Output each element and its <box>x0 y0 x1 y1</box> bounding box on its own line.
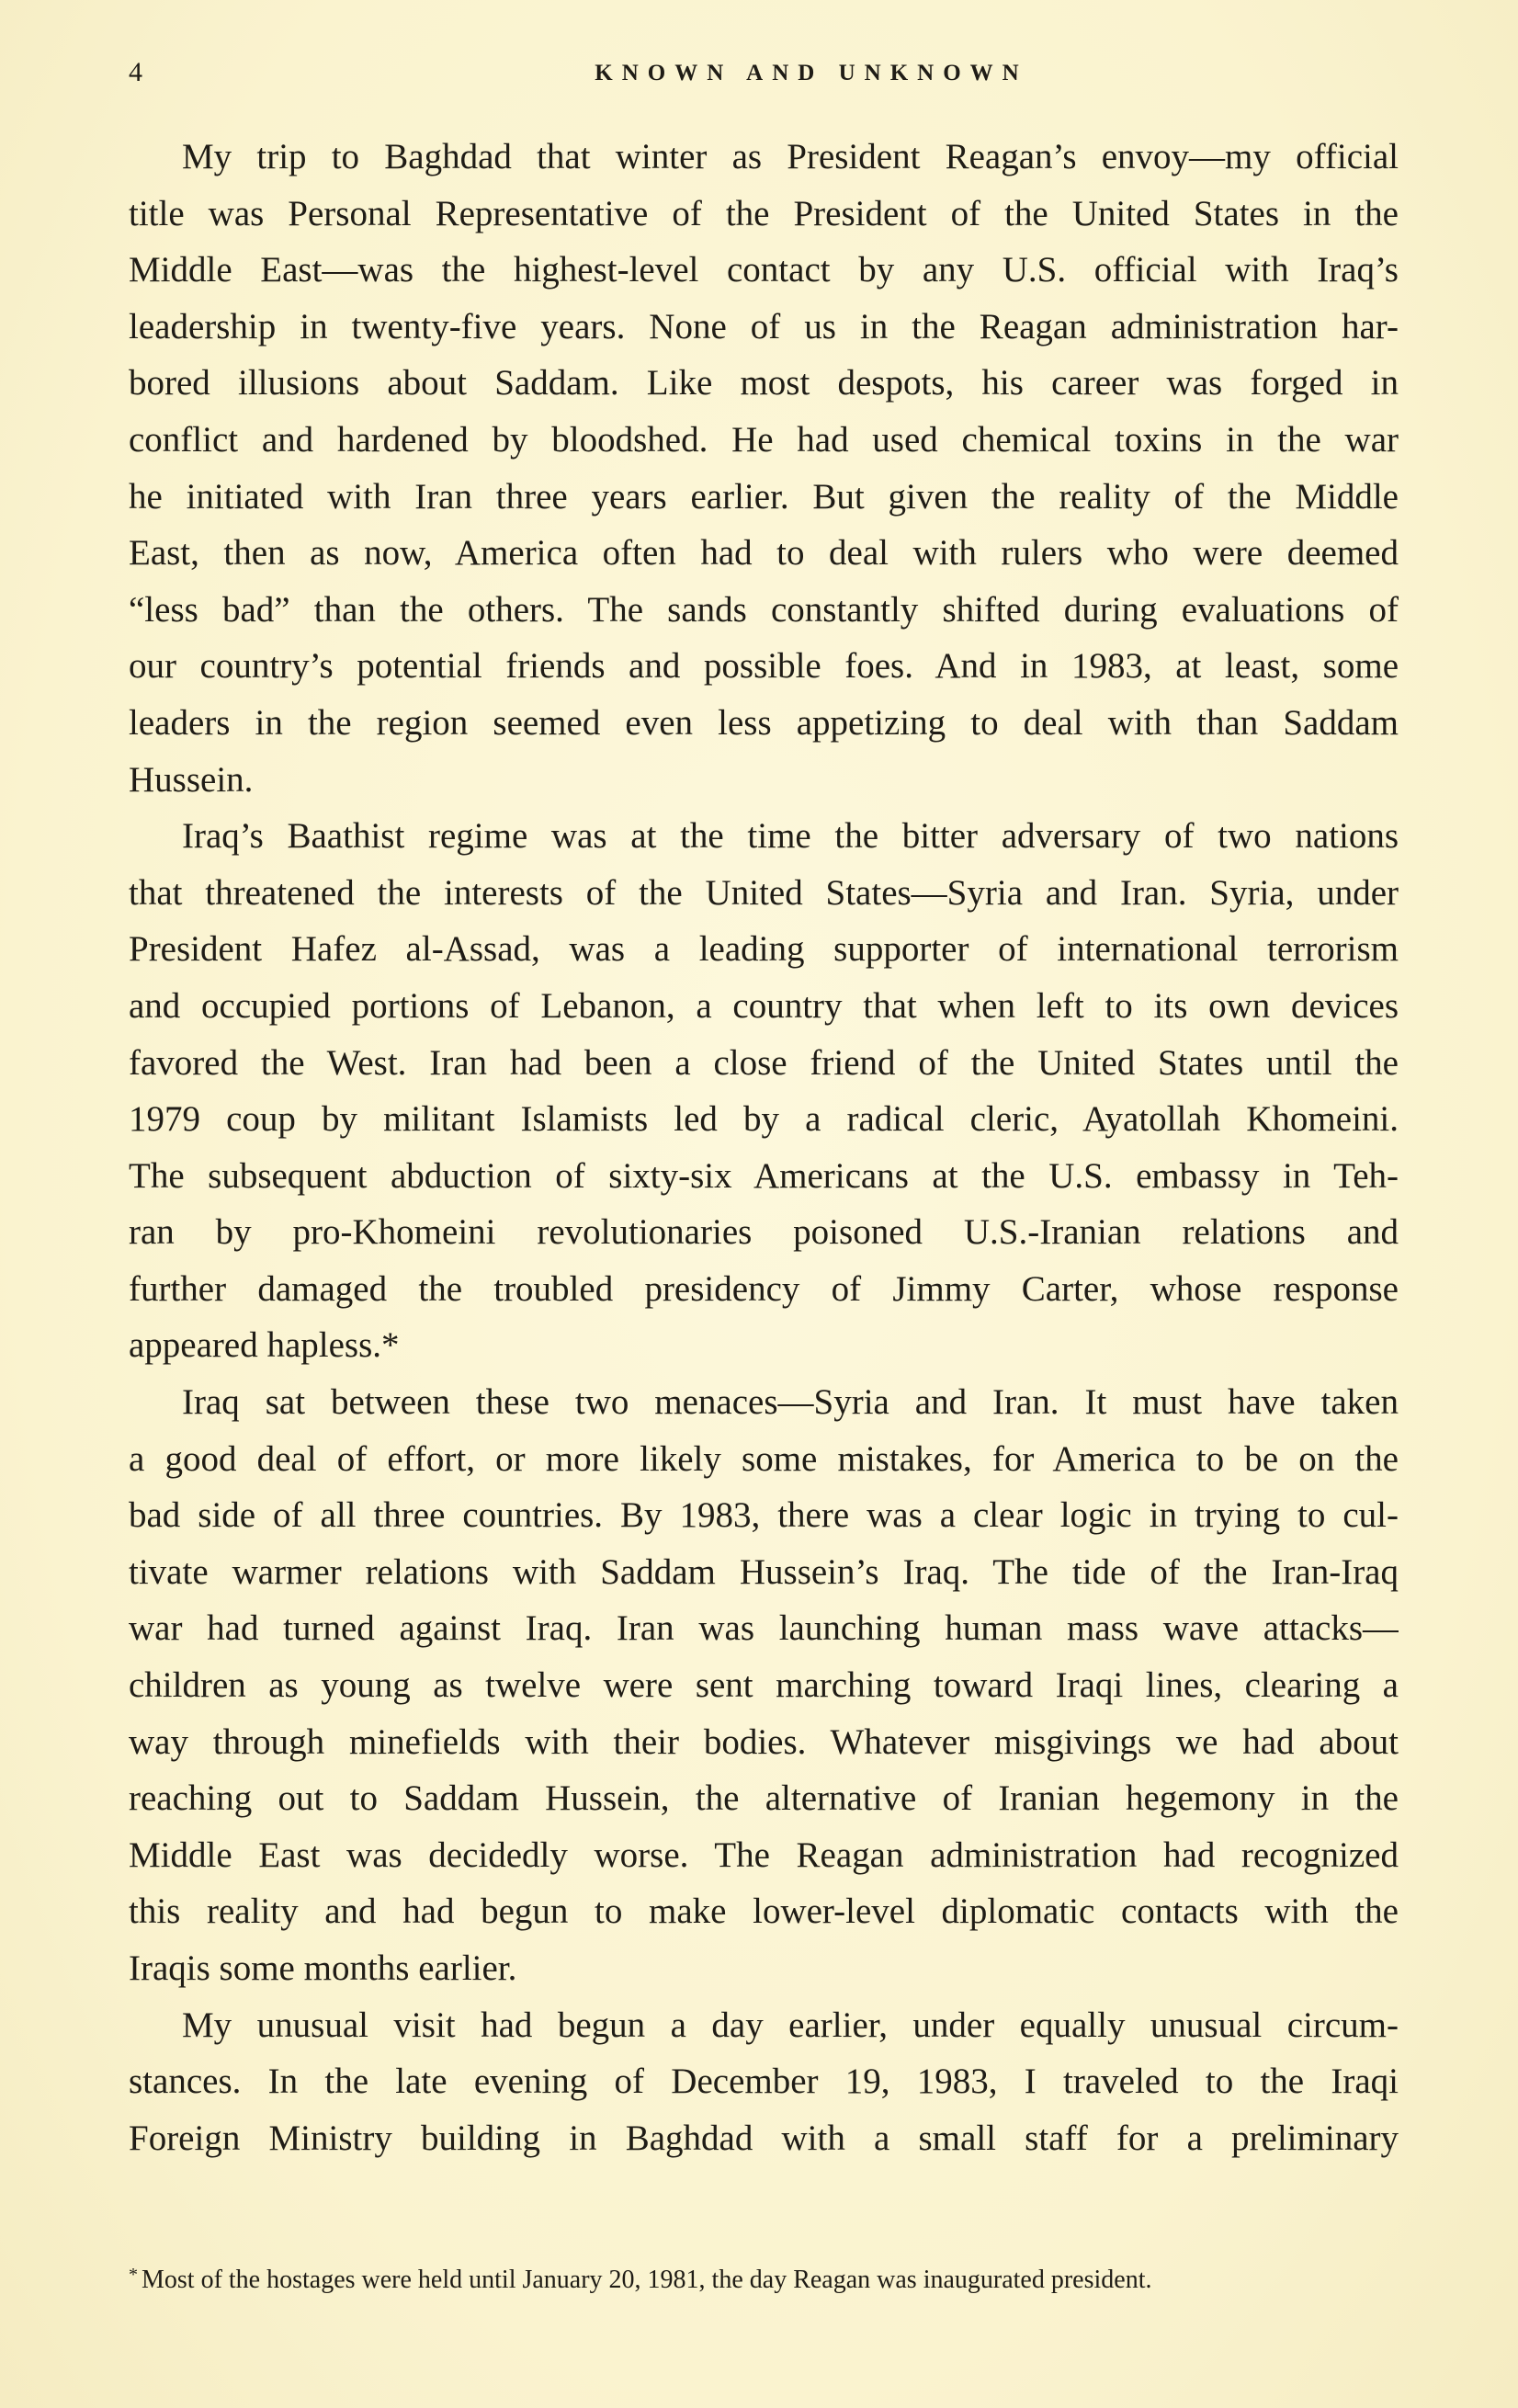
text-line: our country’s potential friends and possible foes. And in 1983, at least, some <box>129 646 1399 687</box>
text-line: Foreign Ministry building in Baghdad with a small staff for a preliminary <box>129 2118 1399 2158</box>
footnote-marker: * <box>129 2265 138 2285</box>
text-line: children as young as twelve were sent marching toward Iraqi lines, clearing a <box>129 1665 1399 1706</box>
text-line: East, then as now, America often had to deal with rulers who were deemed <box>129 533 1399 574</box>
text-line: further damaged the troubled presidency of Jimmy Carter, whose response <box>129 1268 1399 1309</box>
text-line: President Hafez al-Assad, was a leading supporter of international terrorism <box>129 929 1399 970</box>
text-line: My unusual visit had begun a day earlier, under equally unusual circum- <box>182 2005 1399 2045</box>
running-head: KNOWN AND UNKNOWN <box>595 61 1028 85</box>
text-line: “less bad” than the others. The sands constantly shifted during evaluations of <box>129 589 1399 630</box>
text-line: bad side of all three countries. By 1983, there was a clear logic in trying to cul- <box>129 1495 1399 1536</box>
text-line: stances. In the late evening of December 19, 1983, I traveled to the Iraqi <box>129 2062 1399 2102</box>
text-line: Iraqis some months earlier. <box>129 1948 517 1988</box>
text-line: appeared hapless.* <box>129 1325 400 1366</box>
text-line: way through minefields with their bodies. Whatever misgivings we had about <box>129 1721 1399 1762</box>
text-line: title was Personal Representative of the President of the United States in the <box>129 193 1399 233</box>
text-line: Hussein. <box>129 759 254 800</box>
text-line: that threatened the interests of the United States—Syria and Iran. Syria, under <box>129 872 1399 913</box>
footnote <box>129 2256 1399 2299</box>
text-line: war had turned against Iraq. Iran was launching human mass wave attacks— <box>129 1608 1399 1649</box>
text-line: bored illusions about Saddam. Like most despots, his career was forged in <box>129 363 1399 403</box>
text-line: a good deal of effort, or more likely some mistakes, for America to be on the <box>129 1438 1399 1479</box>
text-line: conflict and hardened by bloodshed. He had used chemical toxins in the war <box>129 419 1399 460</box>
text-line: leadership in twenty-five years. None of us in the Reagan administration har- <box>129 306 1399 346</box>
text-line: Middle East was decidedly worse. The Reagan administration had recognized <box>129 1834 1399 1875</box>
page-header <box>129 57 1406 94</box>
page-number: 4 <box>129 57 142 87</box>
text-line: and occupied portions of Lebanon, a country that when left to its own devices <box>129 985 1399 1026</box>
text-line: Middle East—was the highest-level contact by any U.S. official with Iraq’s <box>129 250 1399 290</box>
text-line: reaching out to Saddam Hussein, the alternative of Iranian hegemony in the <box>129 1778 1399 1819</box>
text-line: tivate warmer relations with Saddam Hussein’s Iraq. The tide of the Iran-Iraq <box>129 1551 1399 1592</box>
text-line: leaders in the region seemed even less appetizing to deal with than Saddam <box>129 702 1399 743</box>
text-line: he initiated with Iran three years earlier. But given the reality of the Middle <box>129 476 1399 517</box>
text-line: The subsequent abduction of sixty-six Americans at the U.S. embassy in Teh- <box>129 1155 1399 1196</box>
text-line: favored the West. Iran had been a close friend of the United States until the <box>129 1042 1399 1083</box>
footnote-text: Most of the hostages were held until January 20, 1981, the day Reagan was inaugurated president. <box>142 2266 1152 2294</box>
text-line: ran by pro-Khomeini revolutionaries poisoned U.S.-Iranian relations and <box>129 1212 1399 1253</box>
text-line: 1979 coup by militant Islamists led by a radical cleric, Ayatollah Khomeini. <box>129 1099 1399 1140</box>
text-line: this reality and had begun to make lower-level diplomatic contacts with the <box>129 1891 1399 1932</box>
text-line: Iraq’s Baathist regime was at the time the bitter adversary of two nations <box>182 816 1399 857</box>
text-line: Iraq sat between these two menaces—Syria and Iran. It must have taken <box>182 1382 1399 1423</box>
text-line: My trip to Baghdad that winter as President Reagan’s envoy—my official <box>182 137 1399 176</box>
body-text <box>129 129 1399 2166</box>
